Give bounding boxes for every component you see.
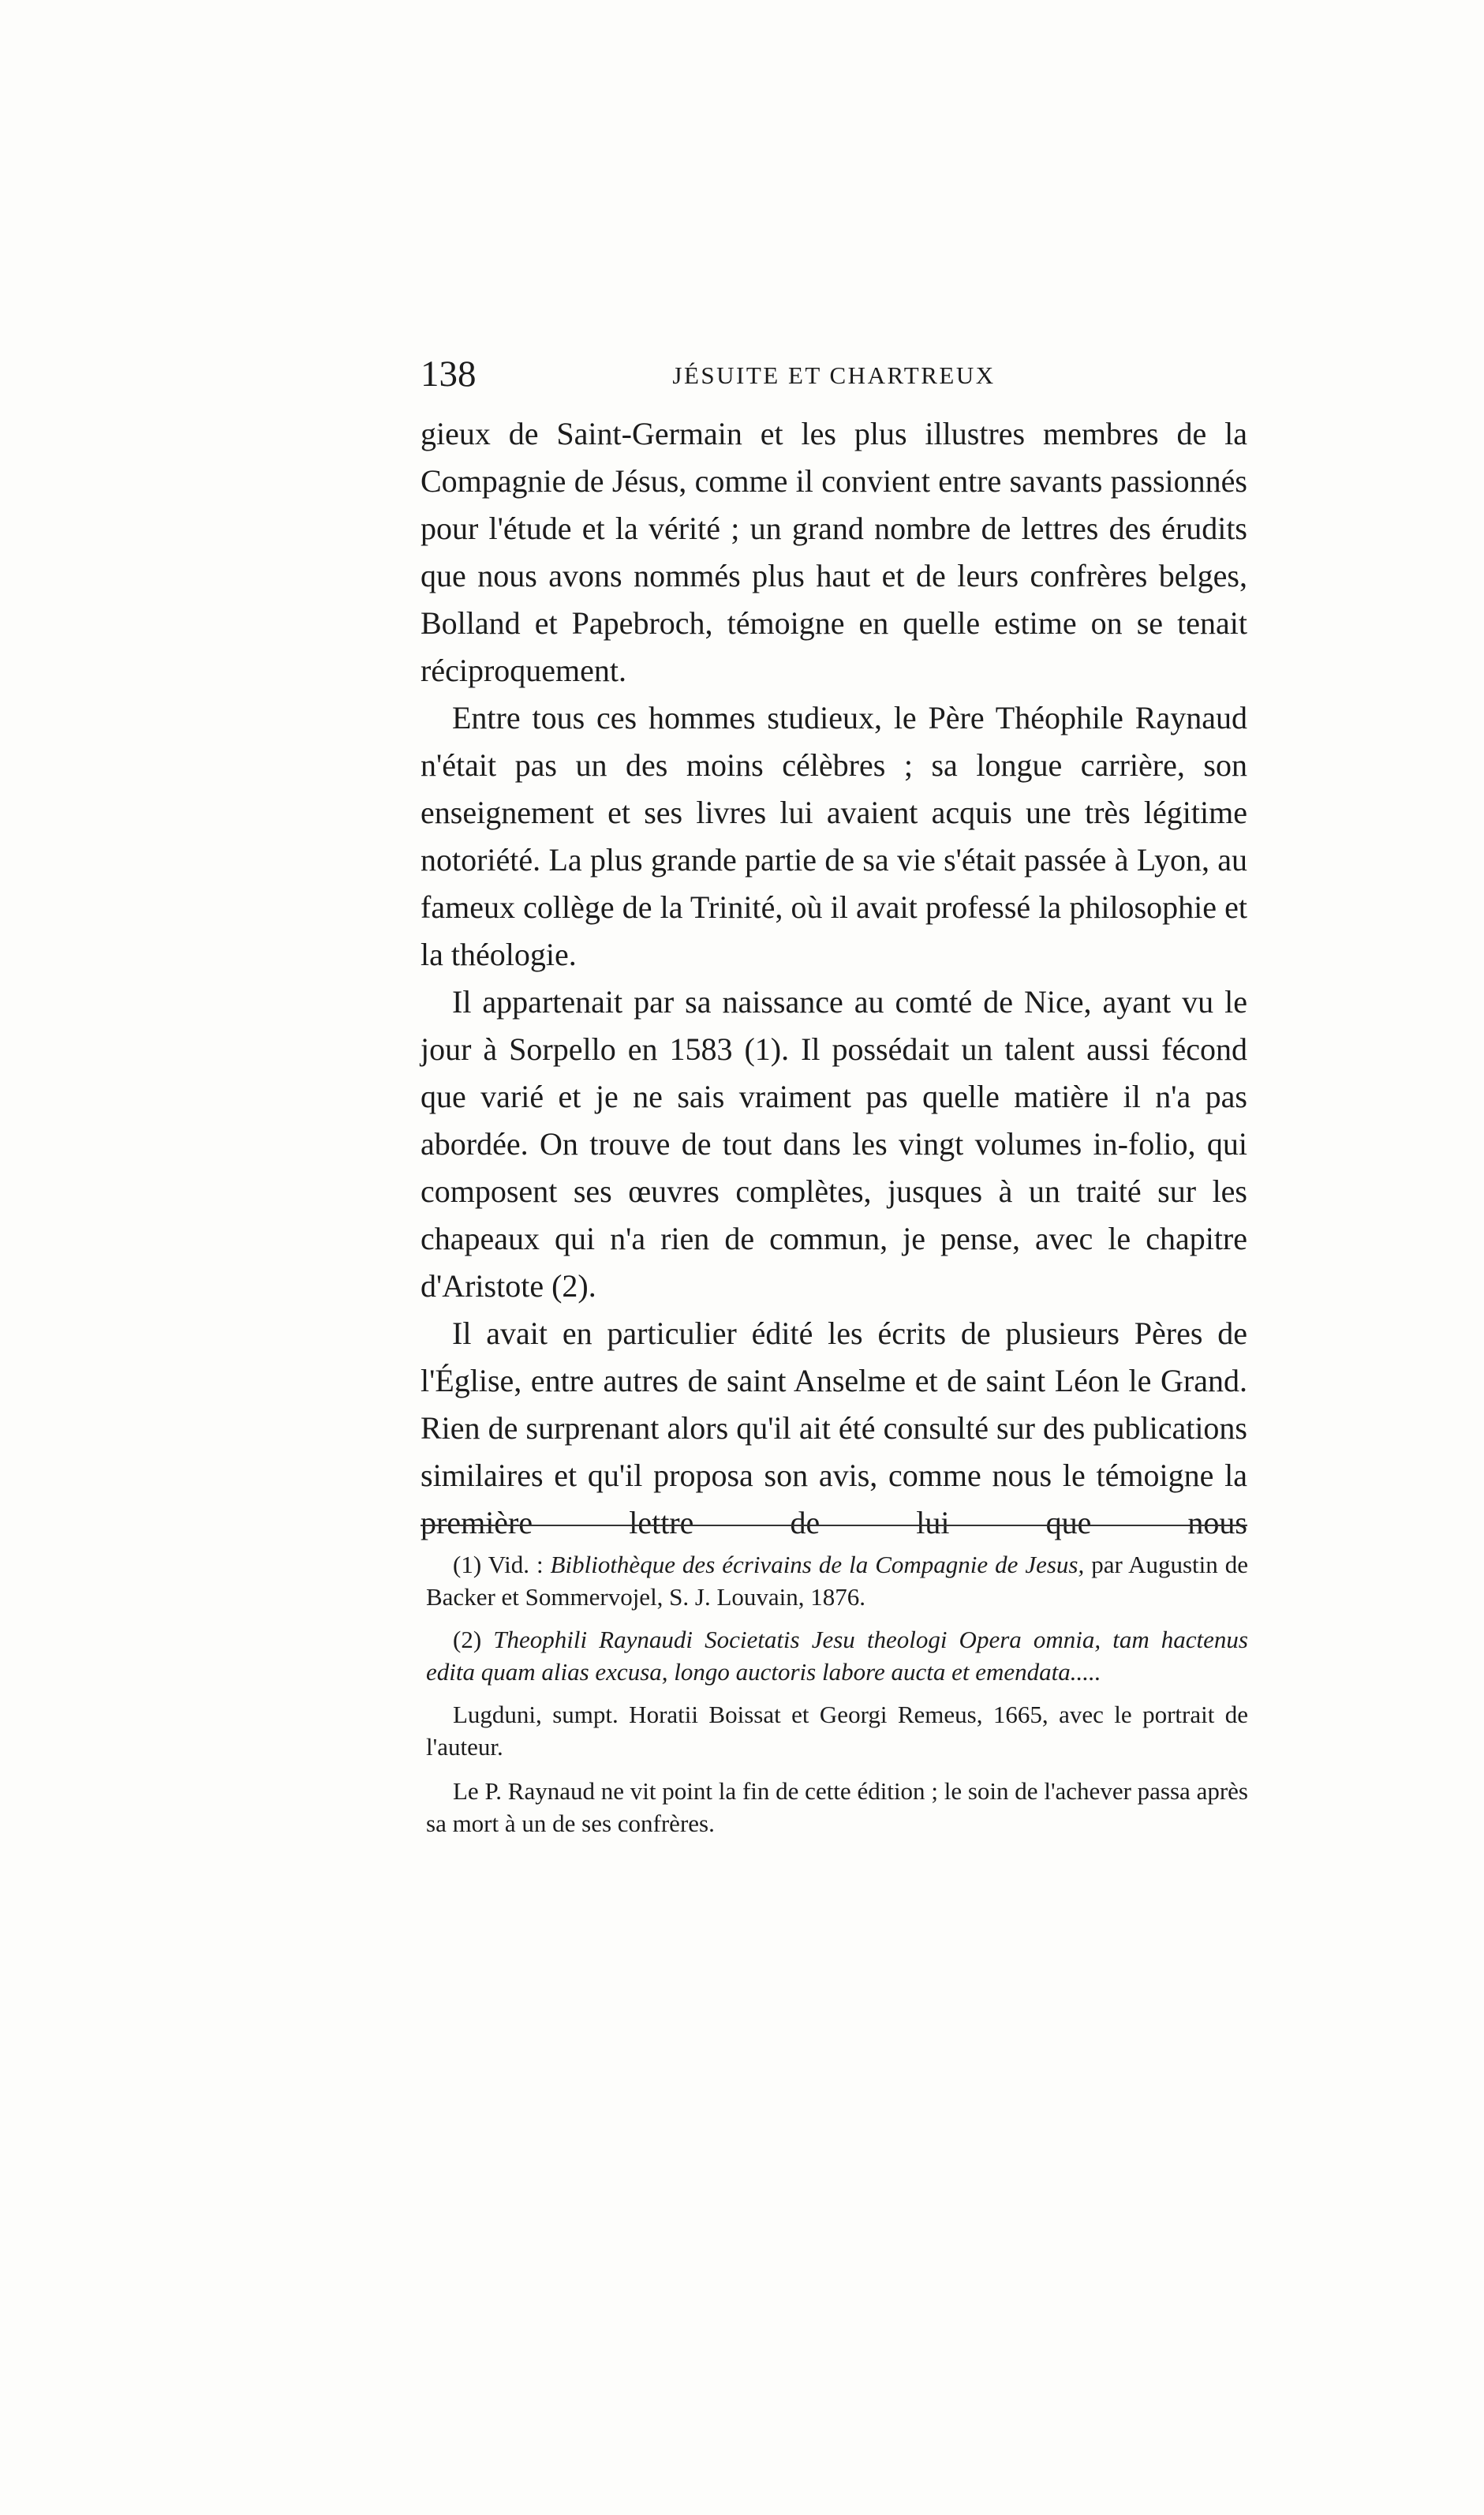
page-number: 138 (421, 354, 477, 395)
paragraph: Il appartenait par sa naissance au comté de Nice, ayant vu le jour à Sorpello en 1583 (1). Il possédait un talent aussi fécond que varié et je ne sais vraiment pas quelle matière il n'a pas abordée. On trouve de tout dans les vingt volumes in-folio, qui composent ses œuvres complètes, jusques à un traité sur les chapeaux qui n'a rien de commun, je pense, avec le chapitre d'Aristote (2). (421, 984, 1247, 1304)
footnote-2 (426, 1623, 1248, 1688)
running-title: JÉSUITE ET CHARTREUX (672, 361, 996, 389)
footnote-marker: (2) (453, 1626, 494, 1653)
footnote-2-continuation: Le P. Raynaud ne vit point la fin de cette édition ; le soin de l'achever passa après sa mort à un de ses confrères. (426, 1777, 1248, 1837)
footnote-marker: (1) Vid. : (453, 1551, 551, 1578)
footnote-title: Theophili Raynaudi Societatis Jesu theologi Opera omnia, tam hactenus edita quam alias excusa, longo auctoris labore aucta et emendata..... (426, 1626, 1248, 1686)
page-header (421, 350, 1247, 398)
paragraph: Entre tous ces hommes studieux, le Père Théophile Raynaud n'était pas un des moins célèbres ; sa longue carrière, son enseignement et ses livres lui avaient acquis une très légitime notoriété. La plus grande partie de sa vie s'était passée à Lyon, au fameux collège de la Trinité, où il avait professé la philosophie et la théologie. (421, 700, 1247, 972)
paragraph: Il avait en particulier édité les écrits de plusieurs Pères de l'Église, entre autres de saint Anselme et de saint Léon le Grand. Rien de surprenant alors qu'il ait été consulté sur des publications similaires et qu'il proposa son avis, comme nous le témoigne la première lettre de lui que nous (421, 1316, 1247, 1540)
main-text (421, 410, 1247, 1547)
footnote-1 (426, 1548, 1248, 1613)
footnote-2-continuation: Lugduni, sumpt. Horatii Boissat et Georgi Remeus, 1665, avec le portrait de l'auteur. (426, 1701, 1248, 1761)
footnote-separator (421, 1525, 1247, 1526)
footnote-title: Bibliothèque des écrivains de la Compagnie de Jesus, (550, 1551, 1085, 1578)
footnote-text: par Augustin de Backer et Sommervojel, S. J. Louvain, 1876. (426, 1551, 1249, 1611)
paragraph: gieux de Saint-Germain et les plus illustres membres de la Compagnie de Jésus, comme il convient entre savants passionnés pour l'étude et la vérité ; un grand nombre de lettres des érudits que nous avons nommés plus haut et de leurs confrères belges, Bolland et Papebroch, témoigne en quelle estime on se tenait réciproquement. (421, 416, 1247, 688)
footnotes (426, 1548, 1248, 1851)
